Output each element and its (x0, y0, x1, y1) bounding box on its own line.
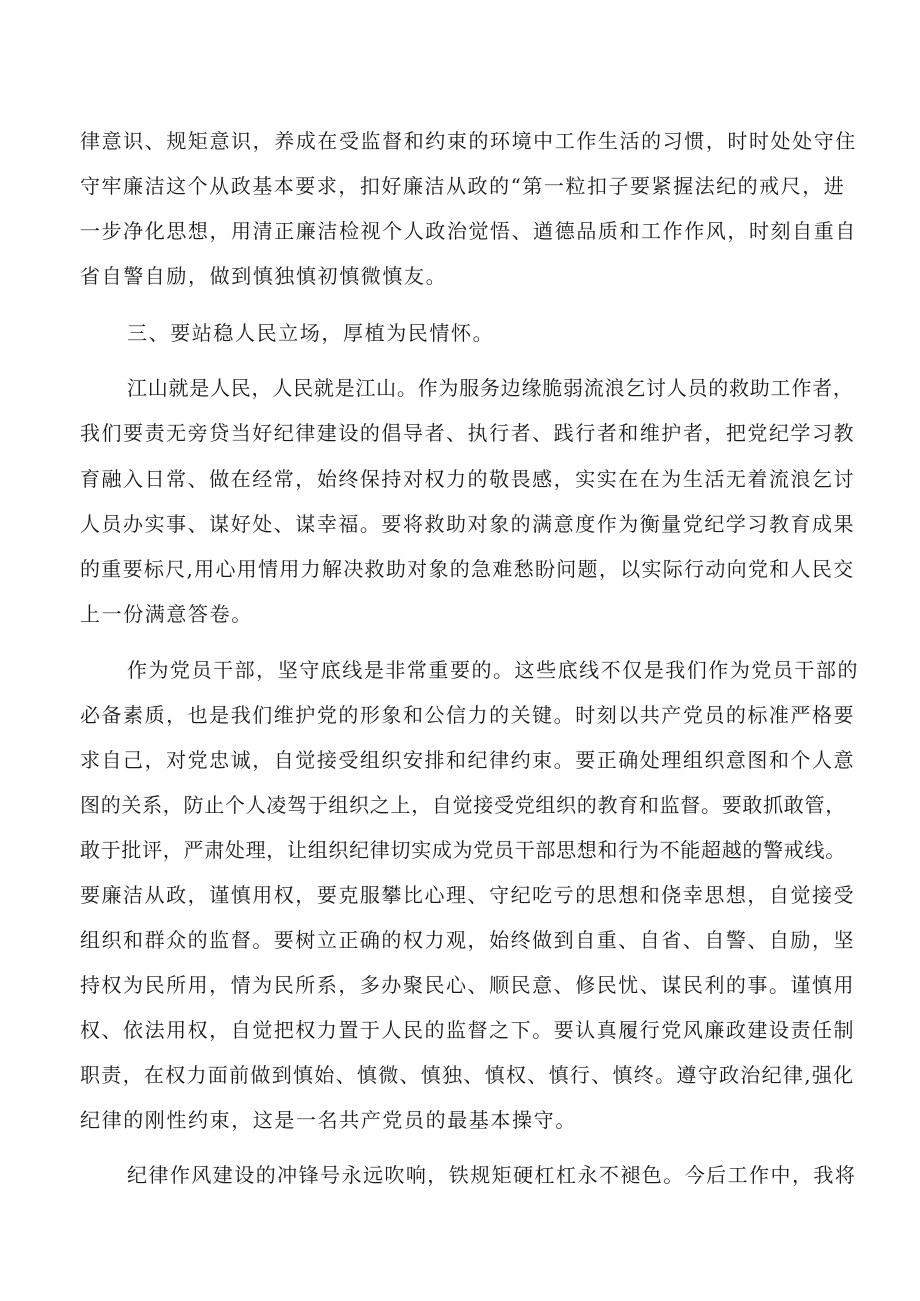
text-line: 权、依法用权，自觉把权力置于人民的监督之下。要认真履行党风廉政建设责任制 (80, 1018, 856, 1042)
text-line: 守牢廉洁这个从政基本要求，扣好廉洁从政的“第一粒扣子要紧握法纪的戒尺，进 (80, 174, 846, 198)
text-line: 的重要标尺,用心用情用力解决救助对象的急难愁盼问题，以实际行动向党和人民交 (80, 557, 855, 581)
text-line: 育融入日常、做在经常，始终保持对权力的敬畏感，实实在在为生活无着流浪乞讨 (80, 467, 856, 491)
text-line: 敢于批评，严肃处理，让组织纪律切实成为党员干部思想和行为不能超越的警戒线。 (80, 838, 846, 862)
text-line: 人员办实事、谋好处、谋幸福。要将救助对象的满意度作为衡量党纪学习教育成果 (80, 512, 856, 536)
text-line: 职责，在权力面前做到慎始、慎微、慎独、慎权、慎行、慎终。遵守政治纪律,强化 (80, 1063, 855, 1087)
text-line: 纪律作风建设的冲锋号永远吹响，铁规矩硬杠杠永不褪色。今后工作中，我将 (127, 1163, 857, 1187)
text-line: 律意识、规矩意识，养成在受监督和约束的环境中工作生活的习惯，时时处处守住 (80, 129, 857, 153)
text-line: 要廉洁从政，谨慎用权，要克服攀比心理、守纪吃亏的思想和侥幸思想，自觉接受 (80, 883, 856, 907)
text-line: 组织和群众的监督。要树立正确的权力观，始终做到自重、自省、自警、自励，坚 (80, 928, 856, 952)
text-line: 江山就是人民，人民就是江山。作为服务边缘脆弱流浪乞讨人员的救助工作者， (127, 376, 854, 400)
text-line: 求自己，对党忠诚，自觉接受组织安排和纪律约束。要正确处理组织意图和个人意 (80, 748, 856, 772)
text-line: 图的关系，防止个人凌驾于组织之上，自觉接受党组织的教育和监督。要敢抓敢管， (80, 793, 846, 817)
text-line: 持权为民所用，情为民所系，多办聚民心、顺民意、修民忧、谋民利的事。谨慎用 (80, 973, 856, 997)
text-line: 三、要站稳人民立场，厚植为民情怀。 (127, 321, 495, 345)
text-line: 上一份满意答卷。 (80, 602, 253, 626)
text-line: 必备素质，也是我们维护党的形象和公信力的关键。时刻以共产党员的标准严格要 (80, 703, 856, 727)
text-line: 我们要责无旁贷当好纪律建设的倡导者、执行者、践行者和维护者，把党纪学习教 (80, 421, 856, 445)
text-line: 纪律的刚性约束，这是一名共产党员的最基本操守。 (80, 1108, 577, 1132)
text-line: 一步净化思想，用清正廉洁检视个人政治觉悟、遒德品质和工作作风，时刻自重自 (80, 219, 857, 243)
text-line: 省自警自励，做到慎独慎初慎微慎友。 (80, 264, 448, 288)
text-line: 作为党员干部，坚守底线是非常重要的。这些底线不仅是我们作为党员干部的 (127, 658, 860, 682)
